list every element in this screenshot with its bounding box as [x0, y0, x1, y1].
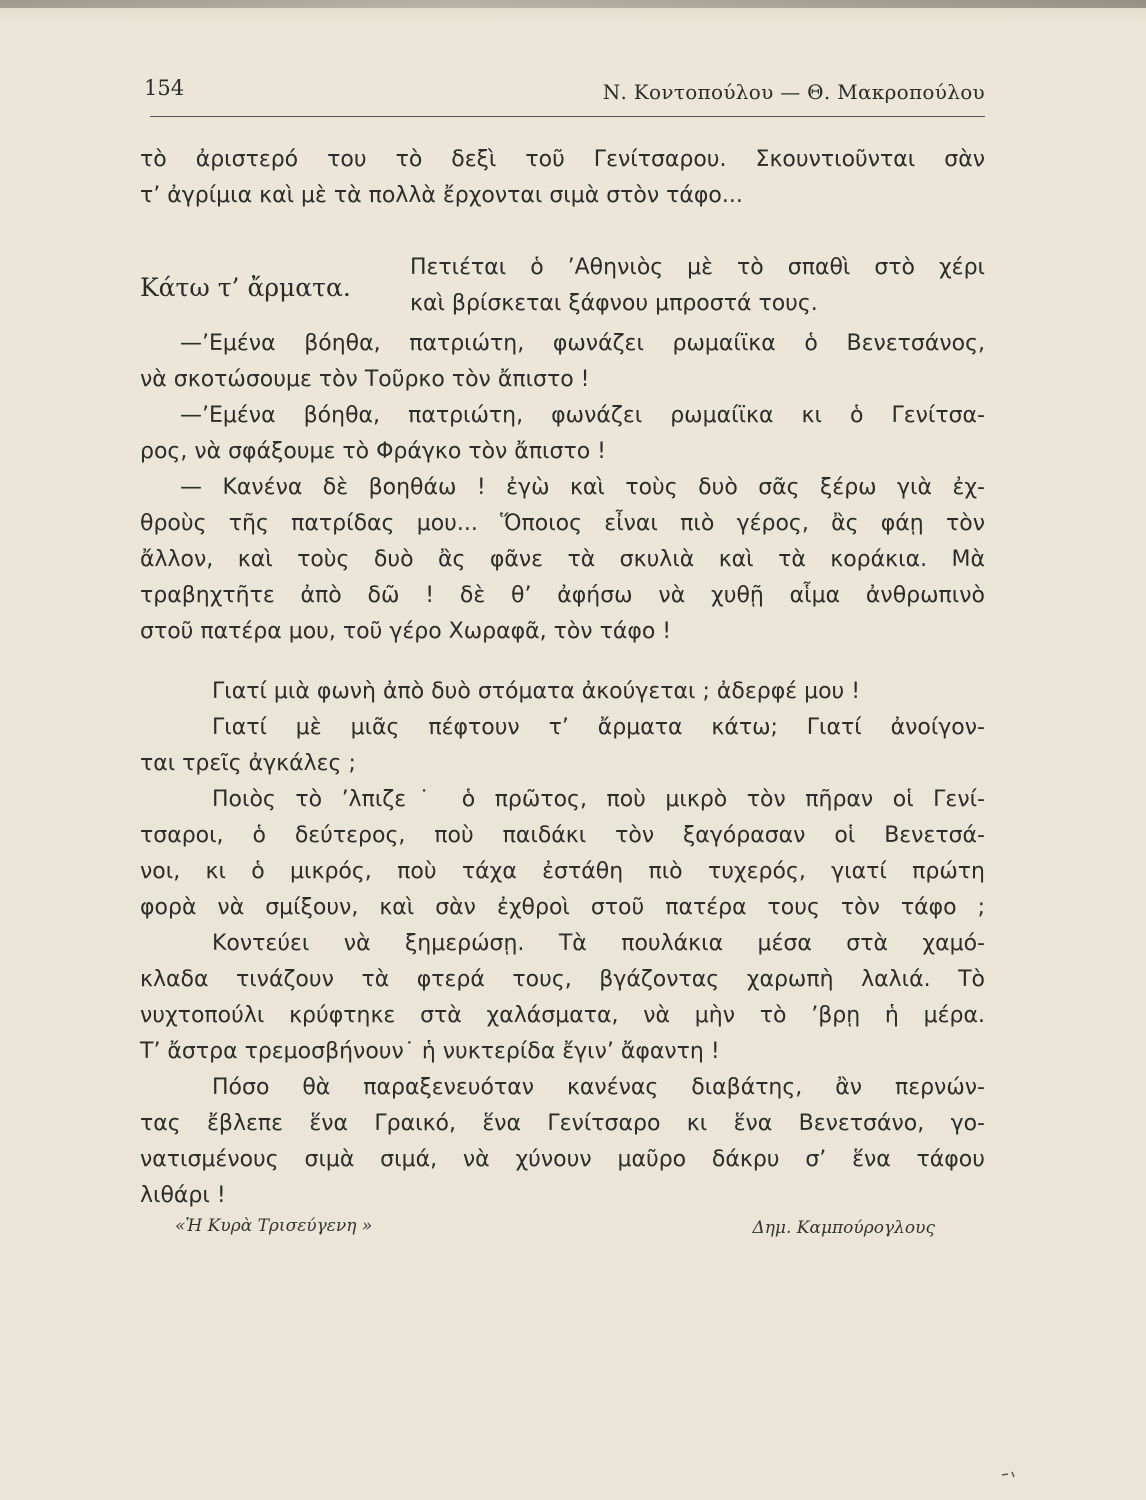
source-author: Δημ. Καμπούρογλους — [752, 1218, 935, 1238]
text-line: Ποιὸς τὸ ’λπιζε˙ ὁ πρῶτος, ποὺ μικρὸ τὸν πῆραν οἱ Γενί- — [212, 787, 985, 812]
text-line: τ’ ἀγρίμια καὶ μὲ τὰ πολλὰ ἔρχονται σιμὰ στὸν τάφο... — [140, 183, 743, 208]
citation-footer — [175, 1210, 935, 1250]
text-line: ται τρεῖς ἀγκάλες ; — [140, 751, 356, 776]
text-line: φορὰ νὰ σμίξουν, καὶ σὰν ἐχθροὶ στοῦ πατέρα τους τὸν τάφο ; — [140, 895, 985, 920]
text-line: Τ’ ἄστρα τρεμοσβήνουν˙ ἡ νυκτερίδα ἔγιν’ ἄφαντη ! — [140, 1039, 720, 1064]
text-line: — Κανένα δὲ βοηθάω ! ἐγὼ καὶ τοὺς δυὸ σᾶς ξέρω γιὰ ἐχ- — [180, 475, 985, 500]
text-line: νοι, κι ὁ μικρός, ποὺ τάχα ἐστάθη πιὸ τυχερός, γιατί πρώτη — [140, 859, 985, 884]
paragraph-gap — [140, 650, 985, 674]
header-rule — [150, 116, 985, 117]
section-block — [140, 250, 985, 326]
text-line: λιθάρι ! — [140, 1183, 226, 1208]
page-top-edge — [0, 0, 1146, 8]
text-line: νυχτοπούλι κρύφτηκε στὰ χαλάσματα, νὰ μὴν τὸ ’βρῃ ἡ μέρα. — [140, 1003, 985, 1028]
text-line: νατισμένους σιμὰ σιμά, νὰ χύνουν μαῦρο δάκρυ σ’ ἕνα τάφου — [140, 1147, 985, 1172]
source-title: «Ἡ Κυρὰ Τρισεύγενη » — [175, 1216, 373, 1236]
page-body — [140, 142, 985, 1214]
text-line: στοῦ πατέρα μου, τοῦ γέρο Χωραφᾶ, τὸν τάφο ! — [140, 619, 672, 644]
running-head: Ν. Κοντοπούλου — Θ. Μακροπούλου — [602, 80, 985, 104]
section-text — [410, 250, 985, 322]
text-line: —’Εμένα βόηθα, πατριώτη, φωνάζει ρωμαίϊκα ὁ Βενετσάνος, — [180, 331, 985, 356]
text-line: κλαδα τινάζουν τὰ φτερά τους, βγάζοντας χαρωπὴ λαλιά. Τὸ — [140, 967, 985, 992]
text-line: Κοντεύει νὰ ξημερώσῃ. Τὰ πουλάκια μέσα στὰ χαμό- — [212, 931, 985, 956]
ink-speck-icon — [1000, 1470, 1024, 1478]
text-line: Πόσο θὰ παραξενευόταν κανένας διαβάτης, ἂν περνών- — [212, 1075, 985, 1100]
text-line: τας ἔβλεπε ἕνα Γραικό, ἕνα Γενίτσαρο κι ἕνα Βενετσάνο, γο- — [140, 1111, 985, 1136]
text-line: Γιατί μιὰ φωνὴ ἀπὸ δυὸ στόματα ἀκούγεται ; ἀδερφέ μου ! — [212, 679, 861, 704]
text-line: θροὺς τῆς πατρίδας μου... Ὅποιος εἶναι πιὸ γέρος, ἂς φάῃ τὸν — [140, 511, 985, 536]
text-line: Πετιέται ὁ ’Αθηνιὸς μὲ τὸ σπαθὶ στὸ χέρι — [410, 255, 985, 280]
text-line: τραβηχτῆτε ἀπὸ δῶ ! δὲ θ’ ἀφήσω νὰ χυθῇ αἷμα ἀνθρωπινὸ — [140, 583, 985, 608]
text-line: καὶ βρίσκεται ξάφνου μπροστά τους. — [410, 291, 818, 316]
text-line: Γιατί μὲ μιᾶς πέφτουν τ’ ἄρματα κάτω; Γιατί ἀνοίγον- — [212, 715, 985, 740]
section-title: Κάτω τ’ ἄρματα. — [140, 273, 351, 302]
text-line: ρος, νὰ σφάξουμε τὸ Φράγκο τὸν ἄπιστο ! — [140, 439, 606, 464]
text-line: τσαροι, ὁ δεύτερος, ποὺ παιδάκι τὸν ξαγόρασαν οἱ Βενετσά- — [140, 823, 985, 848]
page-header — [140, 70, 985, 114]
page-number: 154 — [144, 76, 185, 100]
paragraph-gap — [140, 214, 985, 250]
text-line: —’Εμένα βόηθα, πατριώτη, φωνάζει ρωμαίϊκα κι ὁ Γενίτσα- — [180, 403, 985, 428]
text-line: ἄλλον, καὶ τοὺς δυὸ ἂς φᾶνε τὰ σκυλιὰ καὶ τὰ κοράκια. Μὰ — [140, 547, 985, 572]
text-line: νὰ σκοτώσουμε τὸν Τοῦρκο τὸν ἄπιστο ! — [140, 367, 590, 392]
text-line: τὸ ἀριστερό του τὸ δεξὶ τοῦ Γενίτσαρου. Σκουντιοῦνται σὰν — [140, 147, 985, 172]
